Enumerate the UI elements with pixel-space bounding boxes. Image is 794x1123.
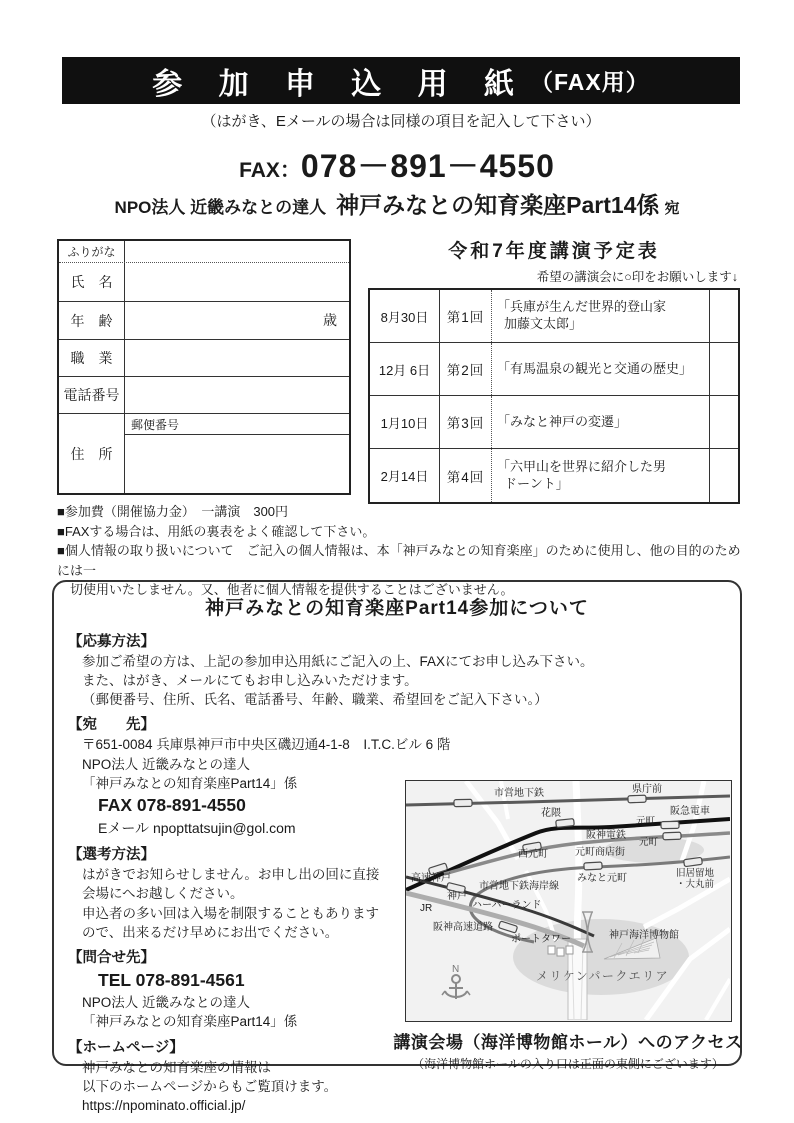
lecture-date: 12月 6日 [370, 343, 440, 395]
address-line: NPO法人 近畿みなとの達人 [82, 756, 251, 772]
map-label-kosoku-kobe: 高速神戸 [411, 873, 451, 884]
page-title-suffix: （FAX用） [529, 69, 650, 95]
age-field[interactable] [125, 302, 349, 339]
phone-field[interactable] [125, 377, 349, 413]
name-field[interactable] [125, 263, 349, 301]
lecture-date: 2月14日 [370, 449, 440, 502]
map-label-expressway: 阪神高速道路 [433, 922, 493, 933]
applicant-form-table [57, 239, 351, 495]
map-label-kaigansen: 市営地下鉄海岸線 [479, 881, 559, 892]
buildings-icon [548, 946, 573, 956]
furigana-row [59, 241, 349, 263]
map-label-shotengai: 元町商店街 [575, 847, 625, 858]
selection-heading: 【選考方法】 [68, 847, 155, 864]
note-privacy-2: 切使用いたしません。又、他者に個人情報を提供することはございません。 [70, 582, 514, 597]
page-title: 参 加 申 込 用 紙 [152, 67, 528, 101]
apply-line: また、はがき、メールにてもお申し込みいただけます。 [82, 673, 418, 689]
map-label-kyukyoryuchi-1: 旧居留地 [676, 868, 715, 879]
addressee-org: NPO法人 近畿みなとの達人 [114, 198, 327, 217]
occupation-row [59, 340, 349, 377]
lecture-schedule [368, 236, 740, 504]
furigana-label: ふりがな [59, 241, 125, 262]
address-email: Eメール npopttatsujin@gol.com [98, 820, 296, 837]
homepage-url: https://npominato.official.jp/ [82, 1097, 246, 1113]
map-label-museum: 神戸海洋博物館 [609, 930, 679, 941]
homepage-line: 神戸みなとの知育楽座の情報は [82, 1059, 271, 1075]
lecture-date: 8月30日 [370, 290, 440, 342]
address-field[interactable] [125, 414, 349, 493]
access-map-svg [406, 781, 730, 1020]
schedule-table [368, 288, 740, 504]
lecture-session: 第2回 [440, 343, 492, 395]
info-box-title: 神戸みなとの知育楽座Part14参加について [205, 598, 589, 619]
address-line: 〒651-0084 兵庫県神戸市中央区磯辺通4-1-8 I.T.C.ビル 6 階 [82, 737, 451, 753]
lecture-title-line2: 加藤文太郎」 [504, 316, 583, 331]
furigana-field[interactable] [125, 241, 349, 262]
contact-line: 「神戸みなとの知育楽座Part14」係 [82, 1014, 298, 1030]
contact-tel-number: TEL 078-891-4561 [98, 969, 245, 990]
lecture-title [492, 343, 709, 395]
occupation-field[interactable] [125, 340, 349, 376]
map-label-harborland: ハーバーランド [472, 900, 542, 911]
contact-line: NPO法人 近畿みなとの達人 [82, 995, 251, 1011]
table-row [370, 343, 738, 396]
address-fax-number: FAX 078-891-4550 [98, 794, 246, 815]
map-label-motomachi-hanshin: 元町 [639, 837, 659, 848]
address-line: 「神戸みなとの知育楽座Part14」係 [82, 775, 298, 791]
contact-heading: 【問合せ先】 [68, 949, 155, 966]
fax-label: FAX： [239, 159, 301, 182]
page-subtitle: （はがき、Eメールの場合は同様の項目を記入して下さい） [201, 113, 601, 130]
selection-line: ので、出来るだけ早めにお出でください。 [82, 924, 339, 940]
map-caption-note: （海洋博物館ホールの入り口は正面の東側にございます） [412, 1057, 724, 1071]
homepage-heading: 【ホームページ】 [68, 1039, 184, 1056]
table-row [370, 290, 738, 343]
age-label: 年 齢 [59, 302, 125, 339]
selection-line: 会場にへお越しください。 [82, 886, 244, 902]
lecture-title-line1: 「みなと神戸の変遷」 [497, 413, 628, 429]
note-privacy-1: ■個人情報の取り扱いについて ご記入の個人情報は、本「神戸みなとの知育楽座」のために使用し、他の目的のためには一 [57, 543, 741, 578]
circle-mark-cell[interactable] [709, 396, 738, 448]
map-label-port-tower: ポートタワー [511, 934, 571, 945]
map-caption-title: 講演会場（海洋博物館ホール）へのアクセス [393, 1033, 743, 1052]
map-caption [384, 1028, 752, 1072]
fax-number-line [0, 141, 794, 187]
map-label-hanshin: 阪神電鉄 [586, 830, 626, 841]
note-fee: ■参加費（開催協力金） 一講演 300円 [57, 504, 289, 519]
circle-mark-cell[interactable] [709, 290, 738, 342]
map-label-kobe: 神戸 [447, 891, 467, 902]
access-map [405, 780, 732, 1022]
age-row [59, 302, 349, 340]
age-unit-label: 歳 [323, 312, 337, 328]
occupation-label: 職 業 [59, 340, 125, 376]
phone-label: 電話番号 [59, 377, 125, 413]
lecture-title [492, 396, 709, 448]
table-row [370, 396, 738, 449]
circle-mark-cell[interactable] [709, 343, 738, 395]
note-fax: ■FAXする場合は、用紙の裏表をよく確認して下さい。 [57, 523, 376, 539]
apply-line: 参加ご希望の方は、上記の参加申込用紙にご記入の上、FAXにてお申し込み下さい。 [82, 654, 594, 669]
selection-line: 申込者の多い回は入場を制限することもあります [82, 905, 379, 921]
schedule-note: 希望の講演会に○印をお願いします↓ [536, 270, 738, 284]
map-label-hankyu: 阪急電車 [670, 806, 710, 817]
map-label-subway: 市営地下鉄 [494, 788, 544, 799]
north-anchor-icon [442, 975, 470, 999]
participation-info-box [52, 580, 743, 1113]
postal-code-label: 郵便番号 [125, 414, 349, 435]
table-row [370, 449, 738, 502]
lecture-session: 第1回 [440, 290, 492, 342]
map-label-kyukyoryuchi-2: ・大丸前 [676, 879, 715, 890]
phone-row [59, 377, 349, 414]
address-row [59, 414, 349, 493]
lecture-title-line2: ドーント」 [504, 475, 569, 491]
lecture-title-line1: 「有馬温泉の観光と交通の歴史」 [497, 360, 693, 376]
circle-mark-cell[interactable] [709, 449, 738, 502]
homepage-line: 以下のホームページからもご覧頂けます。 [82, 1078, 338, 1094]
addressee-line [0, 187, 794, 220]
page-title-bar [62, 57, 740, 104]
map-label-motomachi-hankyu: 元町 [636, 816, 656, 827]
address-heading: 【宛 先】 [68, 717, 155, 734]
name-label: 氏 名 [59, 263, 125, 301]
schedule-title: 令和7年度講演予定表 [448, 241, 660, 262]
map-label-hanakuma: 花隈 [541, 808, 561, 819]
lecture-title-line1: 「六甲山を世界に紹介した男 [497, 458, 667, 474]
addressee-suffix: 宛 [664, 200, 680, 217]
addressee-name: 神戸みなとの知育楽座Part14係 [336, 192, 660, 218]
map-label-north: N [452, 964, 460, 975]
map-label-meriken-park: メリケンパークエリア [536, 969, 670, 983]
lecture-session: 第4回 [440, 449, 492, 502]
fax-number: 078－891－4550 [300, 148, 555, 184]
lecture-date: 1月10日 [370, 396, 440, 448]
lecture-title [492, 290, 709, 342]
map-label-minato-motomachi: みなと元町 [577, 873, 627, 884]
address-label: 住 所 [59, 414, 125, 493]
apply-heading: 【応募方法】 [68, 634, 155, 650]
name-row [59, 263, 349, 302]
map-label-nishi-motomachi: 西元町 [518, 849, 548, 860]
selection-line: はがきでお知らせしません。お申し出の回に直接 [82, 867, 380, 883]
lecture-title-line1: 「兵庫が生んだ世界的登山家 [497, 299, 667, 315]
apply-line: （郵便番号、住所、氏名、電話番号、年齢、職業、希望回をご記入下さい。） [82, 692, 548, 708]
lecture-title [492, 449, 709, 502]
map-label-jr: JR [420, 903, 433, 914]
map-label-kenchomae: 県庁前 [632, 784, 662, 795]
lecture-session: 第3回 [440, 396, 492, 448]
